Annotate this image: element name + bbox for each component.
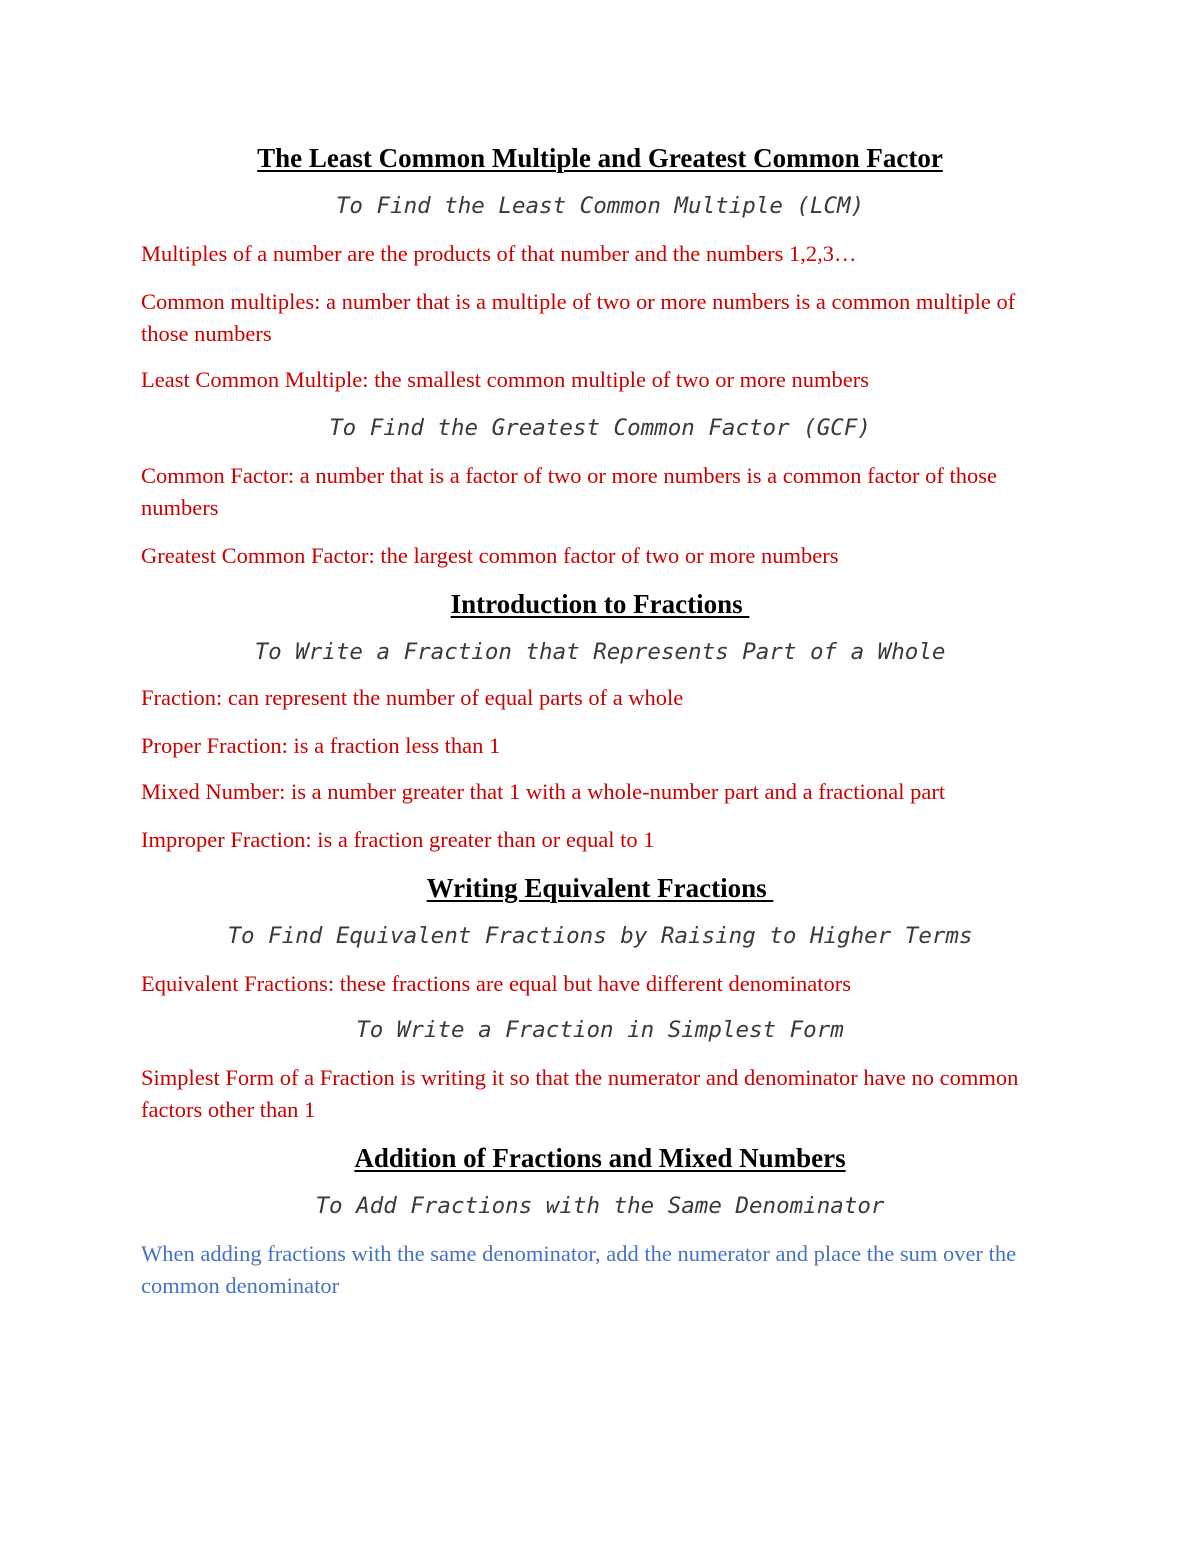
definition-common-factor: Common Factor: a number that is a factor of two or more numbers is a common factor of those numbers	[141, 463, 998, 520]
section-heading-lcm-gcf: The Least Common Multiple and Greatest Common Factor	[257, 143, 943, 173]
subheading-same-denominator: To Add Fractions with the Same Denominator	[315, 1193, 885, 1219]
definition-simplest-form: Simplest Form of a Fraction is writing it so that the numerator and denominator have no common factors other than 1	[141, 1065, 1019, 1122]
section-heading-intro-fractions: Introduction to Fractions	[450, 589, 750, 619]
definition-multiples: Multiples of a number are the products of that number and the numbers 1,2,3…	[141, 241, 857, 266]
document-content	[141, 138, 1059, 1302]
definition-equivalent-fractions: Equivalent Fractions: these fractions are equal but have different denominators	[141, 971, 851, 996]
definition-improper-fraction: Improper Fraction: is a fraction greater than or equal to 1	[141, 827, 655, 852]
definition-mixed-number: Mixed Number: is a number greater that 1 with a whole-number part and a fractional part	[141, 779, 946, 804]
section-heading-equivalent-fractions: Writing Equivalent Fractions	[426, 873, 774, 903]
definition-least-common-multiple: Least Common Multiple: the smallest common multiple of two or more numbers	[141, 367, 870, 392]
definition-greatest-common-factor: Greatest Common Factor: the largest common factor of two or more numbers	[141, 543, 839, 568]
definition-fraction: Fraction: can represent the number of equal parts of a whole	[141, 685, 684, 710]
subheading-find-lcm: To Find the Least Common Multiple (LCM)	[335, 193, 865, 219]
definition-proper-fraction: Proper Fraction: is a fraction less than 1	[141, 733, 501, 758]
section-heading-addition-fractions: Addition of Fractions and Mixed Numbers	[354, 1143, 846, 1173]
subheading-higher-terms: To Find Equivalent Fractions by Raising to Higher Terms	[227, 923, 973, 949]
subheading-find-gcf: To Find the Greatest Common Factor (GCF)	[329, 415, 871, 441]
subheading-write-fraction: To Write a Fraction that Represents Part of a Whole	[254, 639, 946, 665]
subheading-simplest-form: To Write a Fraction in Simplest Form	[356, 1017, 844, 1043]
definition-common-multiples: Common multiples: a number that is a multiple of two or more numbers is a common multiple of those numbers	[141, 289, 1016, 346]
rule-adding-same-denominator: When adding fractions with the same denominator, add the numerator and place the sum over the common denominator	[141, 1241, 1017, 1298]
